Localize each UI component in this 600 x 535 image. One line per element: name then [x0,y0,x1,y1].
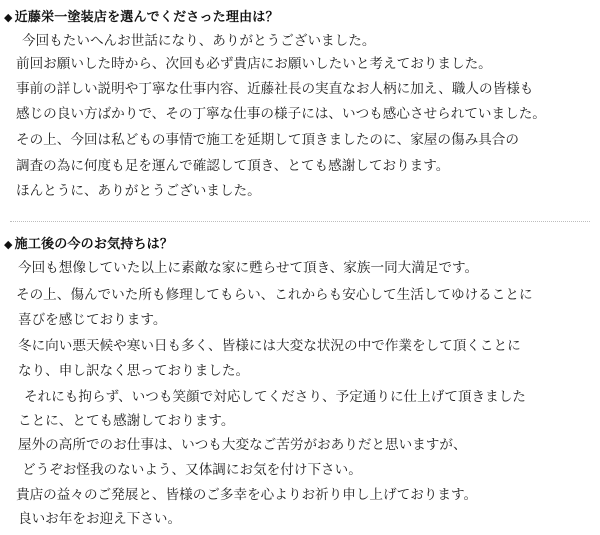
section-divider [10,221,590,222]
handwritten-line: ことに、とても感謝しております。 [18,413,235,429]
diamond-bullet-icon: ◆ [4,238,13,251]
section-1-title-text: 近藤栄一塗装店を選んでくださった理由は？ [14,10,279,25]
section-2-title-text: 施工後の今のお気持ちは？ [14,237,174,252]
handwritten-line: 感じの良い方ばかりで、その丁寧な仕事の様子には、いつも感心させられていました。 [16,106,546,122]
handwritten-line: 良いお年をお迎え下さい。 [18,511,182,527]
handwritten-line: どうぞお怪我のないよう、又体調にお気を付け下さい。 [22,462,362,478]
handwritten-line: 事前の詳しい説明や丁寧な仕事内容、近藤社長の実直なお人柄に加え、職人の皆様も [16,81,534,97]
handwritten-line: 前回お願いした時から、次回も必ず貴店にお願いしたいと考えておりました。 [16,56,492,72]
handwritten-line: 屋外の高所でのお仕事は、いつも大変なご苦労がおありだと思いますが、 [18,437,467,453]
handwritten-line: それにも拘らず、いつも笑顔で対応してくださり、予定通りに仕上げて頂きました [24,389,526,405]
handwritten-line: 冬に向い悪天候や寒い日も多く、皆様には大変な状況の中で作業をして頂くことに [18,338,521,354]
handwritten-line: その上、今回は私どもの事情で施工を延期して頂きましたのに、家屋の傷み具合の [16,132,519,148]
handwritten-line: 今回もたいへんお世話になり、ありがとうございました。 [22,33,376,49]
handwritten-line: 貴店の益々のご発展と、皆様のご多幸を心よりお祈り申し上げております。 [16,487,478,503]
diamond-bullet-icon: ◆ [4,11,13,24]
handwritten-line: その上、傷んでいた所も修理してもらい、これからも安心して生活してゆけることに [16,287,533,303]
handwritten-line: 今回も想像していた以上に素敵な家に甦らせて頂き、家族一同大満足です。 [18,260,479,276]
handwritten-line: 喜びを感じております。 [18,312,167,328]
handwritten-line: 調査の為に何度も足を運んで確認して頂き、とても感謝しております。 [16,158,450,174]
handwritten-line: なり、申し訳なく思っておりました。 [18,363,250,379]
handwritten-line: ほんとうに、ありがとうございました。 [16,183,261,199]
section-2-title [4,233,173,252]
section-1-title [4,6,279,25]
